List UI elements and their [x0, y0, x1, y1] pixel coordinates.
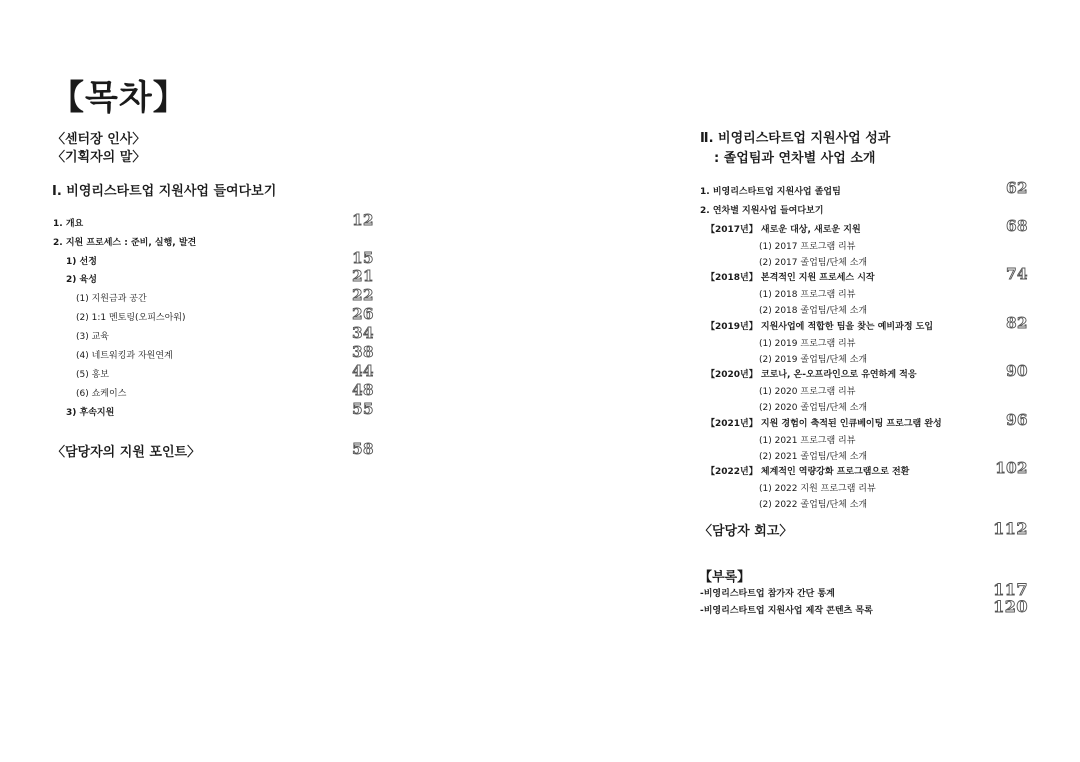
toc-entry[interactable]: 【2021년】 지원 경험이 축적된 인큐베이팅 프로그램 완성 — [706, 419, 942, 429]
toc-entry[interactable]: (6) 쇼케이스 — [76, 389, 127, 399]
toc-center-greeting[interactable]: 〈센터장 인사〉 — [52, 132, 146, 147]
toc-entry[interactable]: (1) 지원금과 공간 — [76, 294, 147, 304]
toc-entry[interactable]: 1. 개요 — [53, 219, 84, 229]
toc-page-number: 26 — [352, 305, 374, 323]
toc-page-number: 74 — [1006, 265, 1028, 283]
toc-page-number: 21 — [352, 267, 374, 285]
toc-entry[interactable]: (2) 1:1 멘토링(오피스아워) — [76, 313, 186, 323]
page-title: 【목차】 — [50, 78, 188, 118]
toc-entry[interactable]: (1) 2017 프로그램 리뷰 — [759, 242, 856, 252]
toc-page-number: 58 — [352, 440, 374, 458]
toc-retrospective[interactable]: 〈담당자 회고〉 — [699, 524, 793, 539]
toc-page-number: 82 — [1006, 314, 1028, 332]
toc-entry[interactable]: (2) 2022 졸업팀/단체 소개 — [759, 500, 868, 510]
toc-entry[interactable]: 【2017년】 새로운 대상, 새로운 지원 — [706, 225, 861, 235]
toc-entry[interactable]: 1) 선정 — [66, 257, 97, 267]
toc-page-number: 112 — [993, 519, 1028, 538]
toc-entry[interactable]: (1) 2022 지원 프로그램 리뷰 — [759, 484, 876, 494]
toc-page-number: 117 — [993, 580, 1028, 599]
toc-entry[interactable]: (1) 2021 프로그램 리뷰 — [759, 436, 856, 446]
toc-entry[interactable]: 3) 후속지원 — [66, 408, 115, 418]
toc-entry[interactable]: (5) 홍보 — [76, 370, 109, 380]
toc-entry[interactable]: (1) 2018 프로그램 리뷰 — [759, 290, 856, 300]
toc-entry[interactable]: (2) 2018 졸업팀/단체 소개 — [759, 306, 868, 316]
toc-page-number: 15 — [352, 249, 374, 267]
toc-entry[interactable]: 2) 육성 — [66, 275, 97, 285]
toc-entry[interactable]: (2) 2021 졸업팀/단체 소개 — [759, 452, 868, 462]
toc-appendix-title[interactable]: 【부록】 — [699, 570, 751, 585]
toc-entry[interactable]: 1. 비영리스타트업 지원사업 졸업팀 — [700, 187, 841, 197]
toc-entry[interactable]: (1) 2019 프로그램 리뷰 — [759, 339, 856, 349]
toc-entry[interactable]: -비영리스타트업 지원사업 제작 콘텐츠 목록 — [700, 606, 873, 616]
toc-page-number: 62 — [1006, 179, 1028, 197]
toc-part2-subtitle: : 졸업팀과 연차별 사업 소개 — [714, 151, 876, 166]
toc-page-number: 90 — [1006, 362, 1028, 380]
toc-page-number: 38 — [352, 343, 374, 361]
toc-page-number: 55 — [352, 400, 374, 418]
toc-page-number: 12 — [352, 211, 374, 229]
toc-page-number: 22 — [352, 286, 374, 304]
toc-entry[interactable]: (2) 2020 졸업팀/단체 소개 — [759, 403, 868, 413]
toc-entry[interactable]: (2) 2019 졸업팀/단체 소개 — [759, 355, 868, 365]
toc-page-number: 48 — [352, 381, 374, 399]
toc-entry[interactable]: 2. 연차별 지원사업 들여다보기 — [700, 206, 824, 216]
toc-page-number: 44 — [352, 362, 374, 380]
toc-entry[interactable]: 【2020년】 코로나, 온-오프라인으로 유연하게 적응 — [706, 370, 917, 380]
toc-page-number: 120 — [993, 597, 1028, 616]
toc-entry[interactable]: 【2022년】 체계적인 역량강화 프로그램으로 전환 — [706, 467, 910, 477]
toc-part2-title[interactable]: Ⅱ. 비영리스타트업 지원사업 성과 — [700, 131, 891, 146]
toc-page-number: 102 — [995, 459, 1028, 477]
toc-planner-words[interactable]: 〈기획자의 말〉 — [52, 150, 146, 165]
toc-page-number: 96 — [1006, 411, 1028, 429]
toc-page-number: 34 — [352, 324, 374, 342]
toc-entry[interactable]: (1) 2020 프로그램 리뷰 — [759, 387, 856, 397]
toc-part1-title[interactable]: Ⅰ. 비영리스타트업 지원사업 들여다보기 — [52, 184, 277, 199]
toc-entry[interactable]: (3) 교육 — [76, 332, 109, 342]
toc-entry[interactable]: (4) 네트워킹과 자원연계 — [76, 351, 173, 361]
toc-entry[interactable]: 【2019년】 지원사업에 적합한 팀을 찾는 예비과정 도입 — [706, 322, 934, 332]
toc-page-number: 68 — [1006, 217, 1028, 235]
toc-entry[interactable]: 【2018년】 본격적인 지원 프로세스 시작 — [706, 273, 875, 283]
toc-entry[interactable]: (2) 2017 졸업팀/단체 소개 — [759, 258, 868, 268]
toc-entry[interactable]: 2. 지원 프로세스 : 준비, 실행, 발견 — [53, 238, 197, 248]
toc-entry[interactable]: -비영리스타트업 참가자 간단 통계 — [700, 589, 835, 599]
toc-support-point[interactable]: 〈담당자의 지원 포인트〉 — [52, 445, 201, 460]
